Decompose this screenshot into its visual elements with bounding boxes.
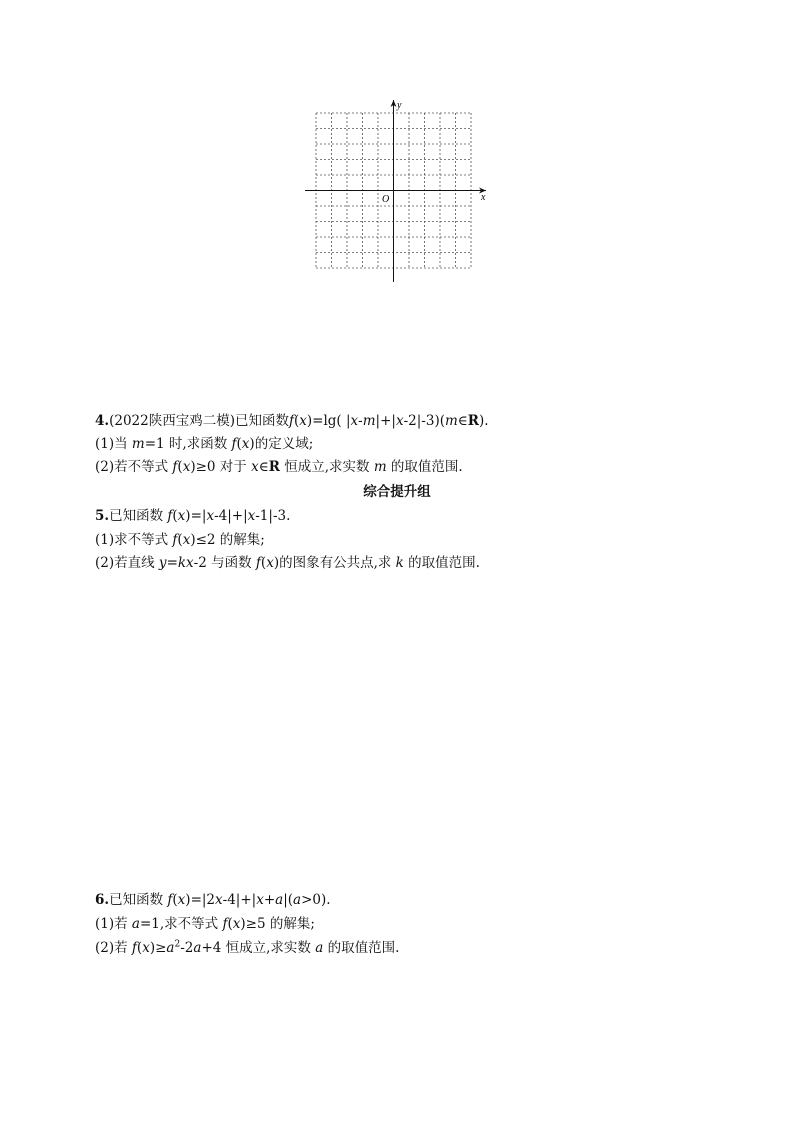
q5-text: ( [172, 508, 178, 524]
q5-p2-text: 的取值范围. [403, 555, 480, 571]
q4-text: - [358, 413, 363, 429]
y-axis-label: y [397, 100, 402, 111]
q6-number: 6. [95, 892, 110, 908]
q5-part-1 [95, 531, 265, 549]
q6-p2-var: a [315, 940, 324, 956]
x-axis [305, 188, 486, 194]
q4-p1-text: =1 时,求函数 [144, 436, 232, 452]
q5-var: x [206, 508, 215, 524]
q6-p2-exponent: 2 [174, 939, 181, 950]
q4-p1-var: f [231, 436, 237, 452]
q6-var: x [177, 892, 186, 908]
q6-p2-var: a [193, 940, 202, 956]
q4-stem [95, 412, 489, 430]
q5-number: 5. [95, 508, 110, 524]
q4-p2-text: (2)若不等式 [95, 459, 173, 475]
q5-p2-var: k [395, 555, 404, 571]
q6-text: >0). [301, 892, 331, 908]
q6-text: -4|+| [222, 892, 257, 908]
q6-p2-var: x [142, 940, 150, 956]
q6-part-1 [95, 915, 315, 933]
q5-text: -4|+| [214, 508, 248, 524]
q6-p2-var: f [131, 940, 137, 956]
q4-p1-text: ( [236, 436, 242, 452]
q6-p2-text: (2)若 [95, 940, 132, 956]
q6-var: f [167, 892, 173, 908]
q4-p2-text: ( [177, 459, 183, 475]
q5-p2-text: (2)若直线 [95, 555, 159, 571]
q6-p1-text: )≥5 的解集; [240, 916, 315, 932]
q6-p2-text: -2 [180, 940, 194, 956]
q4-source: (2022陕西宝鸡二模) [109, 413, 235, 429]
q5-part-2 [95, 554, 480, 572]
q4-p1-var: x [241, 436, 250, 452]
q6-text: + [263, 892, 276, 908]
q4-p2-text: )≥0 对于 [190, 459, 252, 475]
q4-text: 已知函数 [234, 413, 289, 429]
q4-p1-text: (1)当 [95, 436, 132, 452]
q5-p2-var: x [266, 555, 274, 571]
q6-p1-text: =1,求不等式 [139, 916, 223, 932]
q6-part-2 [95, 939, 399, 957]
q4-p2-var: x [251, 459, 259, 475]
q6-p1-var: f [222, 916, 228, 932]
q5-p2-text: )的图象有公共点,求 [273, 555, 396, 571]
q5-p2-text: -2 与函数 [193, 555, 256, 571]
q4-var: x [299, 413, 307, 429]
q4-text: ( [293, 413, 300, 429]
q4-p2-text: 的取值范围. [386, 459, 463, 475]
q6-p1-var: a [131, 916, 140, 932]
coordinate-grid-figure [300, 96, 500, 286]
coordinate-grid-svg [300, 96, 500, 286]
q4-var: x [350, 413, 359, 429]
q6-p2-text: 的取值范围. [323, 940, 400, 956]
q4-text: -2|-3)( [403, 413, 445, 429]
q4-text: ). [479, 413, 489, 429]
q4-p2-var: m [373, 459, 387, 475]
q6-text: 已知函数 [109, 892, 168, 908]
q6-text: )=|2 [185, 892, 216, 908]
q5-p1-text: )≤2 的解集; [190, 532, 265, 548]
q6-text: ( [172, 892, 178, 908]
q4-p2-var: f [172, 459, 178, 475]
q4-var: m [362, 413, 376, 429]
q4-var: m [444, 413, 458, 429]
q6-p2-text: )≥ [149, 940, 167, 956]
q6-var: x [256, 892, 264, 908]
q6-p2-text: ( [136, 940, 143, 956]
q5-p1-text: ( [177, 532, 183, 548]
q5-text: -1|-3. [255, 508, 291, 524]
q5-text: )=| [185, 508, 207, 524]
q6-text: |( [283, 892, 294, 908]
q4-number: 4. [95, 413, 110, 429]
q6-p1-text: ( [227, 916, 233, 932]
origin-label: O [382, 194, 390, 205]
q6-p2-var: a [166, 940, 175, 956]
section-title: 综合提升组 [363, 484, 431, 500]
q5-p2-text: ( [260, 555, 267, 571]
q5-var: f [167, 508, 173, 524]
q4-text: )=lg( | [306, 413, 351, 429]
q6-var: a [275, 892, 284, 908]
q4-text: |+| [375, 413, 396, 429]
q4-text: ∈ [457, 413, 468, 429]
q4-var: f [288, 413, 294, 429]
q4-p2-var: x [182, 459, 191, 475]
q5-p2-text: = [166, 555, 178, 571]
q5-stem [95, 507, 290, 525]
q4-p1-var: m [131, 436, 145, 452]
q4-p1-text: )的定义域; [249, 436, 314, 452]
q6-stem [95, 891, 331, 909]
x-axis-label: x [481, 192, 486, 203]
q5-p1-var: x [182, 532, 191, 548]
q4-p2-set-symbol: R [268, 459, 280, 475]
q5-p2-var: y [158, 555, 167, 571]
q5-text: 已知函数 [109, 508, 168, 524]
q4-p2-text: 恒成立,求实数 [279, 459, 374, 475]
q6-var: a [293, 892, 302, 908]
q4-p2-text: ∈ [258, 459, 269, 475]
q5-p2-var: f [255, 555, 261, 571]
q4-part-2 [95, 458, 463, 476]
q6-p1-text: (1)若 [95, 916, 132, 932]
q4-set-symbol: R [467, 413, 480, 429]
q5-p1-text: (1)求不等式 [95, 532, 173, 548]
q5-p1-var: f [172, 532, 178, 548]
q5-var: x [177, 508, 186, 524]
q5-p2-var: kx [177, 555, 194, 571]
q4-var: x [395, 413, 404, 429]
q6-p2-text: +4 恒成立,求实数 [201, 940, 316, 956]
q4-part-1 [95, 435, 313, 453]
q5-var: x [247, 508, 256, 524]
q6-var: x [215, 892, 223, 908]
q6-p1-var: x [232, 916, 241, 932]
